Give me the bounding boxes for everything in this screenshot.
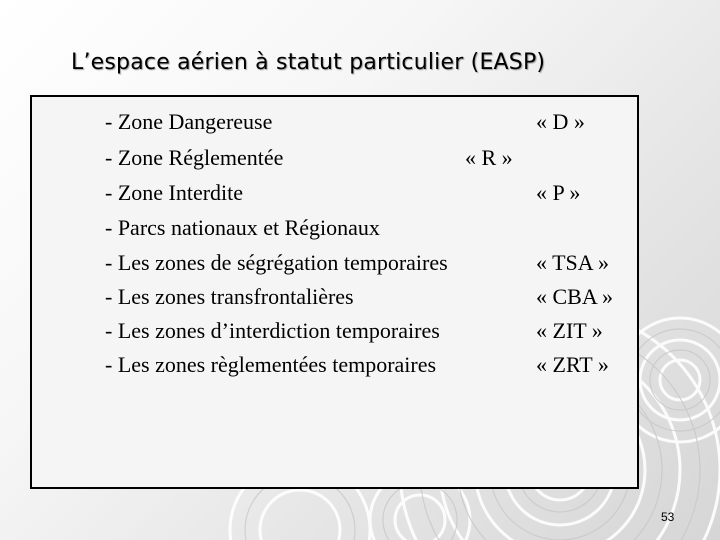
list-item-code: « ZIT » [536,318,603,343]
list-item-label: - Zone Interdite [105,180,244,205]
list-item-label: - Les zones de ségrégation temporaires [105,250,448,275]
list-item-code: « R » [465,145,513,170]
list-item-label: - Zone Réglementée [105,145,284,170]
page-number: 53 [661,510,675,524]
list-item-code: « TSA » [536,250,609,275]
list-item-code: « CBA » [536,284,614,309]
slide-title: L’espace aérien à statut particulier (EASP) [71,50,546,75]
list-item-code: « ZRT » [536,352,609,377]
list-item-label: - Zone Dangereuse [105,109,273,134]
list-item-code: « P » [536,180,581,205]
list-item-label: - Les zones d’interdiction temporaires [105,318,440,343]
list-item-code: « D » [536,109,585,134]
list-item-label: - Les zones règlementées temporaires [105,352,437,377]
list-item-label: - Les zones transfrontalières [105,284,354,309]
list-item-label: - Parcs nationaux et Régionaux [105,215,380,240]
